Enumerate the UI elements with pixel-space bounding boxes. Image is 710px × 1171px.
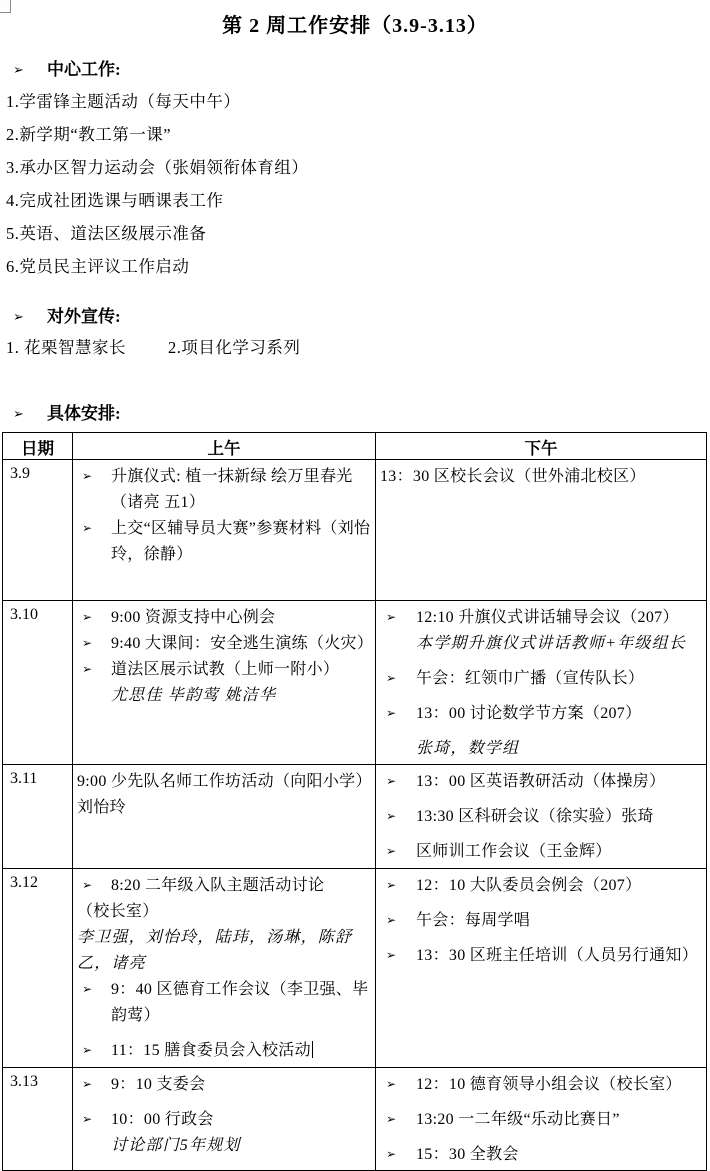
schedule-line-text: 9:40 大课间：安全逃生演练（火灾） (111, 635, 374, 652)
arrow-bullet-icon: ➢ (13, 406, 24, 421)
arrow-bullet-icon: ➢ (82, 521, 93, 535)
table-row (3, 1068, 707, 1171)
cell-date[interactable]: 3.11 (3, 765, 73, 869)
schedule-line (376, 769, 704, 795)
schedule-line (73, 1072, 373, 1098)
schedule-line (376, 631, 704, 657)
schedule-line-text: 本学期升旗仪式讲话教师+年级组长 (416, 635, 686, 652)
schedule-line (73, 977, 373, 1029)
schedule-line-text: 13：00 讨论数学节方案（207） (416, 705, 642, 722)
schedule-line-text: 8:20 二年级入队主题活动讨论 (111, 877, 325, 894)
header-date: 日期 (3, 433, 73, 460)
header-afternoon: 下午 (376, 433, 707, 460)
cell-afternoon[interactable] (376, 601, 707, 765)
schedule-line-text: 张琦，数学组 (416, 740, 520, 757)
section-heading-center-work (0, 55, 710, 80)
arrow-bullet-icon: ➢ (386, 844, 397, 858)
cell-afternoon[interactable] (376, 1068, 707, 1171)
schedule-line-text: 11：15 膳食委员会入校活动 (111, 1042, 311, 1059)
cell-morning[interactable] (73, 601, 376, 765)
cell-morning[interactable] (73, 765, 376, 869)
schedule-line-text: 9:00 资源支持中心例会 (111, 609, 276, 626)
section-heading-schedule (0, 399, 710, 424)
arrow-bullet-icon: ➢ (82, 1112, 93, 1126)
schedule-line-text: 10：00 行政会 (111, 1111, 214, 1128)
schedule-line (376, 1142, 704, 1168)
center-work-item: 5.英语、道法区级展示准备 (6, 224, 207, 243)
arrow-bullet-icon: ➢ (386, 1077, 397, 1091)
cell-afternoon[interactable] (376, 765, 707, 869)
arrow-bullet-icon: ➢ (82, 610, 93, 624)
cell-afternoon[interactable] (376, 460, 707, 601)
center-work-item: 4.完成社团选课与晒课表工作 (6, 191, 224, 210)
center-work-item: 6.党员民主评议工作启动 (6, 257, 190, 276)
schedule-line (376, 464, 704, 490)
section-heading-text: 具体安排: (47, 404, 121, 423)
schedule-line (73, 657, 373, 683)
arrow-bullet-icon: ➢ (386, 671, 397, 685)
schedule-line (376, 1072, 704, 1098)
publicity-list (0, 334, 710, 358)
schedule-line-text: 午会：每周学唱 (416, 912, 531, 929)
schedule-line (73, 1107, 373, 1133)
header-morning: 上午 (73, 433, 376, 460)
arrow-bullet-icon: ➢ (82, 1077, 93, 1091)
schedule-line-text: 9：10 支委会 (111, 1076, 206, 1093)
arrow-bullet-icon: ➢ (386, 948, 397, 962)
arrow-bullet-icon: ➢ (386, 809, 397, 823)
schedule-line-text: 升旗仪式: 植一抹新绿 绘万里春光（诸亮 五1） (111, 468, 353, 511)
schedule-line (73, 899, 373, 925)
arrow-bullet-icon: ➢ (82, 878, 93, 892)
page-title: 第 2 周工作安排（3.9-3.13） (222, 15, 488, 37)
arrow-bullet-icon: ➢ (386, 878, 397, 892)
schedule-line-text: （校长室） (77, 903, 159, 920)
schedule-line (376, 908, 704, 934)
schedule-line-text: 12：10 大队委员会例会（207） (416, 877, 642, 894)
cell-date[interactable]: 3.13 (3, 1068, 73, 1171)
schedule-line (376, 804, 704, 830)
schedule-line (73, 1133, 373, 1159)
schedule-table (2, 432, 707, 1171)
cell-morning[interactable] (73, 460, 376, 601)
schedule-line-text: 13:30 区科研会议（徐实验）张琦 (416, 808, 654, 825)
arrow-bullet-icon: ➢ (82, 636, 93, 650)
schedule-line (376, 1107, 704, 1133)
schedule-line (73, 683, 373, 709)
schedule-line (376, 736, 704, 762)
arrow-bullet-icon: ➢ (82, 982, 93, 996)
schedule-line-text: 12：10 德育领导小组会议（校长室） (416, 1076, 682, 1093)
schedule-line-text: 道法区展示试教（上师一附小） (111, 661, 340, 678)
schedule-line-text: 13:20 一二年级“乐动比赛日” (416, 1111, 620, 1128)
arrow-bullet-icon: ➢ (13, 62, 24, 77)
schedule-line-text: 讨论部门5年规划 (111, 1137, 241, 1154)
publicity-item: 2.项目化学习系列 (168, 338, 301, 357)
center-work-item: 2.新学期“教工第一课” (6, 125, 172, 144)
arrow-bullet-icon: ➢ (386, 774, 397, 788)
table-header-row (3, 433, 707, 460)
cell-afternoon[interactable] (376, 869, 707, 1068)
schedule-line-text: 9：40 区德育工作会议（李卫强、毕韵莺） (111, 981, 369, 1024)
cell-date[interactable]: 3.9 (3, 460, 73, 601)
publicity-item: 1. 花栗智慧家长 (6, 338, 126, 357)
schedule-line (73, 925, 373, 977)
schedule-line (73, 873, 373, 899)
table-row (3, 460, 707, 601)
cell-morning[interactable] (73, 1068, 376, 1171)
schedule-line-text: 13：00 区英语教研活动（体操房） (416, 773, 666, 790)
schedule-line (73, 464, 373, 516)
page-corner-mark (0, 0, 11, 13)
arrow-bullet-icon: ➢ (386, 1147, 397, 1161)
schedule-line-text: 15：30 全教会 (416, 1146, 519, 1163)
schedule-line (73, 769, 373, 821)
cell-date[interactable]: 3.12 (3, 869, 73, 1068)
schedule-line (73, 631, 373, 657)
schedule-line-text: 12:10 升旗仪式讲话辅导会议（207） (416, 609, 679, 626)
schedule-line-text: 13：30 区班主任培训（人员另行通知） (416, 947, 699, 964)
arrow-bullet-icon: ➢ (82, 469, 93, 483)
center-work-item: 3.承办区智力运动会（张娟领衔体育组） (6, 158, 309, 177)
table-row (3, 869, 707, 1068)
section-heading-publicity (0, 302, 710, 327)
center-work-list (0, 92, 710, 277)
text-cursor (312, 1041, 313, 1058)
schedule-line (73, 516, 373, 568)
schedule-line (376, 701, 704, 727)
arrow-bullet-icon: ➢ (82, 662, 93, 676)
arrow-bullet-icon: ➢ (13, 309, 24, 324)
schedule-line (376, 605, 704, 631)
table-row (3, 601, 707, 765)
arrow-bullet-icon: ➢ (82, 1043, 93, 1057)
schedule-line-text: 李卫强，刘怡玲，陆玮，汤琳，陈舒乙，诸亮 (77, 929, 353, 972)
arrow-bullet-icon: ➢ (386, 1112, 397, 1126)
table-row (3, 765, 707, 869)
schedule-line-text: 13：30 区校长会议（世外浦北校区） (380, 468, 646, 485)
schedule-line (376, 839, 704, 865)
cell-date[interactable]: 3.10 (3, 601, 73, 765)
center-work-item: 1.学雷锋主题活动（每天中午） (6, 92, 241, 111)
schedule-line (73, 605, 373, 631)
schedule-line-text: 区师训工作会议（王金辉） (416, 843, 612, 860)
schedule-line-text: 午会：红领巾广播（宣传队长） (416, 670, 645, 687)
section-heading-text: 中心工作: (47, 60, 121, 79)
arrow-bullet-icon: ➢ (386, 706, 397, 720)
arrow-bullet-icon: ➢ (386, 913, 397, 927)
cell-morning[interactable] (73, 869, 376, 1068)
schedule-line-text: 尤思佳 毕韵莺 姚洁华 (111, 687, 277, 704)
schedule-line-text: 9:00 少先队名师工作坊活动（向阳小学）刘怡玲 (77, 773, 372, 816)
schedule-line (376, 943, 704, 969)
arrow-bullet-icon: ➢ (386, 610, 397, 624)
schedule-line (376, 873, 704, 899)
schedule-line-text: 上交“区辅导员大赛”参赛材料（刘怡玲，徐静） (111, 520, 371, 563)
schedule-line (376, 666, 704, 692)
section-heading-text: 对外宣传: (47, 307, 121, 326)
schedule-line (73, 1038, 373, 1064)
